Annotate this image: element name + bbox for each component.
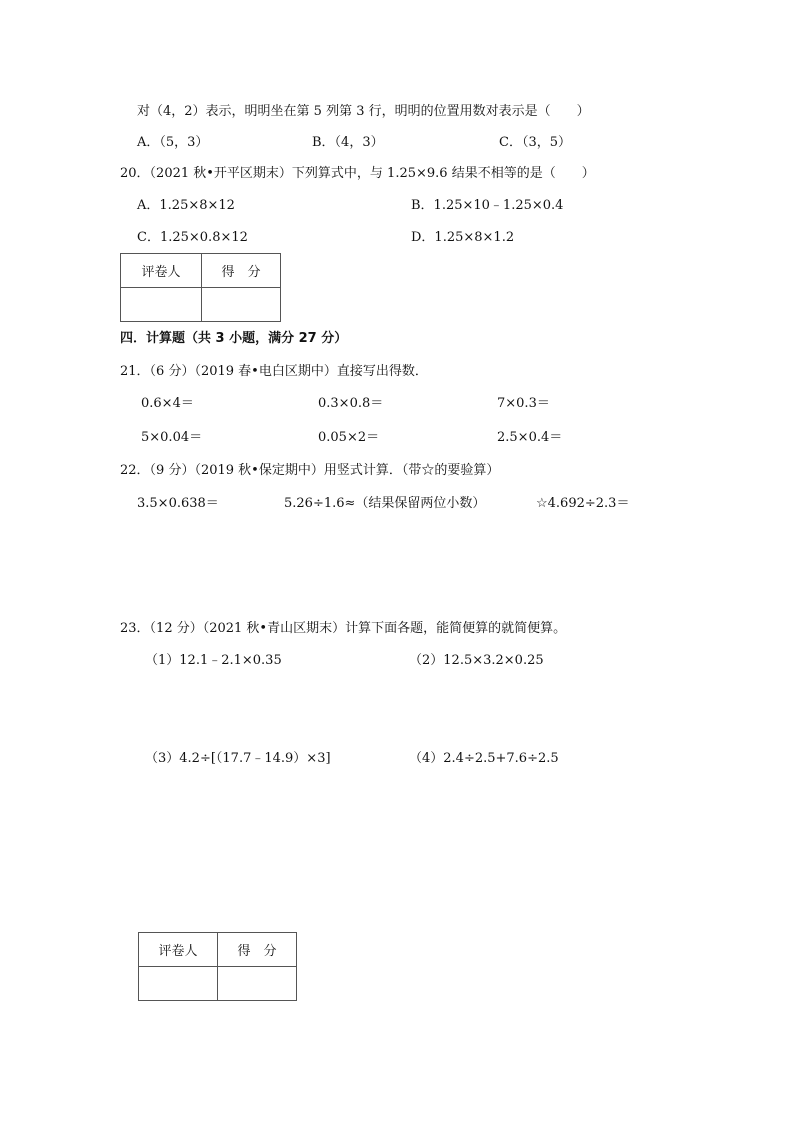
section-title: 四．计算题（共 3 小题，满分 27 分）: [120, 331, 348, 346]
grader-header: 评卷人: [121, 254, 202, 288]
q21-item-1: 0.6×4＝: [141, 396, 194, 411]
score-header-2: 得 分: [218, 933, 297, 967]
q23-item-3: （3）4.2÷[（17.7﹣14.9）×3]: [145, 751, 331, 766]
q20-option-c: C．1.25×0.8×12: [137, 230, 248, 245]
score-table-2: [138, 932, 297, 1001]
q20-option-a: A．1.25×8×12: [137, 198, 235, 213]
q19-option-b: B．（4，3）: [312, 135, 384, 150]
q23-item-1: （1）12.1﹣2.1×0.35: [145, 653, 282, 668]
q23-item-2: （2）12.5×3.2×0.25: [409, 653, 544, 668]
q21-item-6: 2.5×0.4＝: [497, 430, 563, 445]
score-cell-2[interactable]: [218, 967, 297, 1001]
q21-item-5: 0.05×2＝: [318, 430, 380, 445]
score-cell[interactable]: [202, 288, 281, 322]
q20-option-d: D．1.25×8×1.2: [411, 230, 515, 245]
grader-cell[interactable]: [121, 288, 202, 322]
q22-item-3: ☆4.692÷2.3＝: [536, 496, 630, 511]
q21-stem: 21．（6 分）（2019 春•电白区期中）直接写出得数．: [120, 364, 428, 379]
q19-stem-continuation: 对（4，2）表示，明明坐在第 5 列第 3 行，明明的位置用数对表示是（ ）: [137, 104, 590, 119]
q19-option-a: A．（5，3）: [137, 135, 209, 150]
q21-item-3: 7×0.3＝: [497, 396, 550, 411]
grader-cell-2[interactable]: [139, 967, 218, 1001]
q20-option-b: B．1.25×10﹣1.25×0.4: [411, 198, 564, 213]
q21-item-4: 5×0.04＝: [141, 430, 203, 445]
q23-item-4: （4）2.4÷2.5+7.6÷2.5: [409, 751, 559, 766]
q20-stem: 20．（2021 秋•开平区期末）下列算式中，与 1.25×9.6 结果不相等的是（ ）: [120, 166, 595, 181]
grader-header-2: 评卷人: [139, 933, 218, 967]
q21-item-2: 0.3×0.8＝: [318, 396, 384, 411]
q19-option-c: C．（3，5）: [499, 135, 571, 150]
q22-item-2: 5.26÷1.6≈（结果保留两位小数）: [284, 496, 486, 511]
q23-stem: 23．（12 分）（2021 秋•青山区期末）计算下面各题，能简便算的就简便算。: [120, 621, 567, 636]
q22-item-1: 3.5×0.638＝: [137, 496, 219, 511]
score-header: 得 分: [202, 254, 281, 288]
score-table: [120, 253, 281, 322]
q22-stem: 22．（9 分）（2019 秋•保定期中）用竖式计算．（带☆的要验算）: [120, 463, 500, 478]
